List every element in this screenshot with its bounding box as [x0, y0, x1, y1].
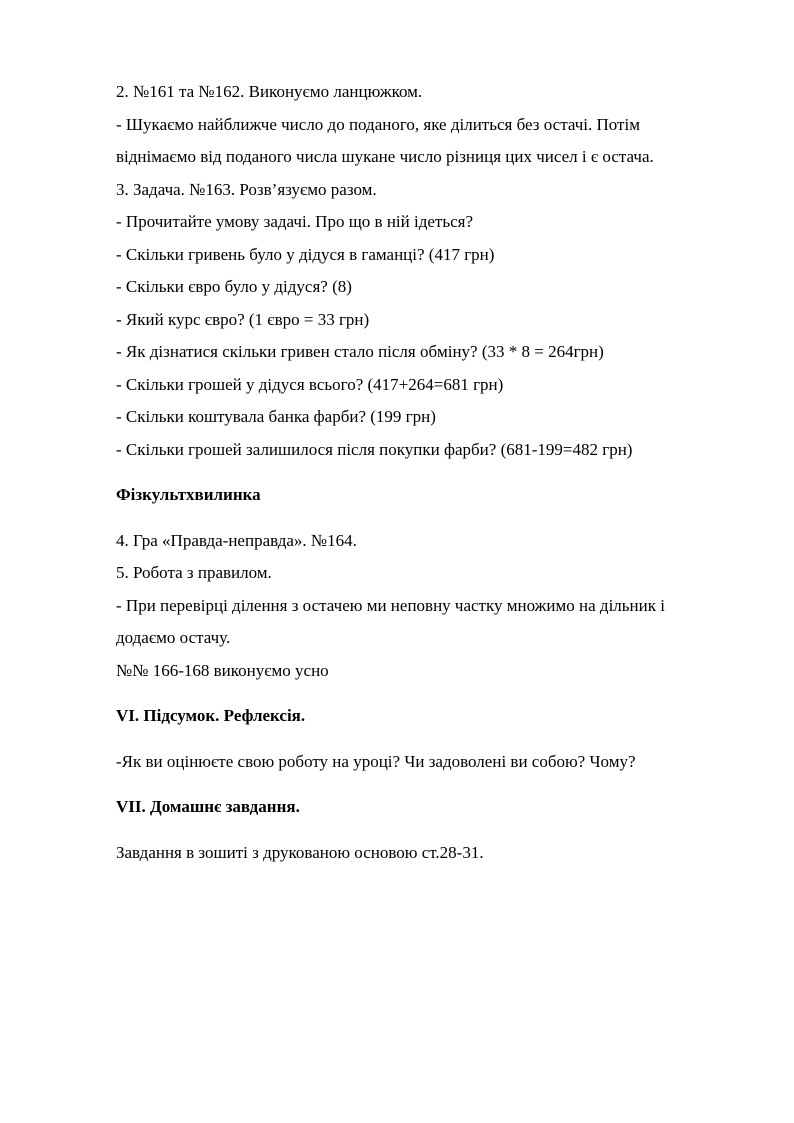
text-line: - Скільки грошей у дідуся всього? (417+264=681 грн)	[116, 374, 504, 394]
section-heading-homework: VII. Домашнє завдання.	[116, 797, 300, 816]
text-line: №№ 166-168 виконуємо усно	[116, 660, 329, 680]
section-heading-physical-break: Фізкультхвилинка	[116, 485, 261, 504]
text-line: віднімаємо від поданого числа шукане число різниця цих чисел і є остача.	[116, 147, 654, 166]
text-line: - Скільки євро було у дідуся? (8)	[116, 277, 352, 296]
text-line: - Як дізнатися скільки гривен стало після обміну? (33 * 8 = 264грн)	[116, 342, 604, 361]
text-line: 5. Робота з правилом.	[116, 563, 272, 582]
text-line: 3. Задача. №163. Розв’язуємо разом.	[116, 179, 377, 199]
text-line: - Який курс євро? (1 євро = 33 грн)	[116, 309, 370, 329]
text-line: - Скільки гривень було у дідуся в гаманці? (417 грн)	[116, 244, 495, 264]
text-line: 4. Гра «Правда-неправда». №164.	[116, 530, 357, 550]
text-line: - Скільки коштувала банка фарби? (199 грн)	[116, 407, 436, 426]
section-heading-summary: VI. Підсумок. Рефлексія.	[116, 706, 306, 725]
text-line: - Скільки грошей залишилося після покупки фарби? (681-199=482 грн)	[116, 439, 633, 459]
text-line: - При перевірці ділення з остачею ми неповну частку множимо на дільник і	[116, 595, 665, 615]
text-line: 2. №161 та №162. Виконуємо ланцюжком.	[116, 82, 423, 101]
text-line: - Шукаємо найближче число до поданого, яке ділиться без остачі. Потім	[116, 114, 640, 134]
text-line: - Прочитайте умову задачі. Про що в ній ідеться?	[116, 212, 473, 231]
text-line-reflection: -Як ви оцінюєте свою роботу на уроці? Чи задоволені ви собою? Чому?	[116, 751, 636, 771]
text-line: додаємо остачу.	[116, 628, 231, 647]
document-page	[116, 76, 736, 869]
text-line-homework: Завдання в зошиті з друкованою основою ст.28-31.	[116, 842, 484, 862]
